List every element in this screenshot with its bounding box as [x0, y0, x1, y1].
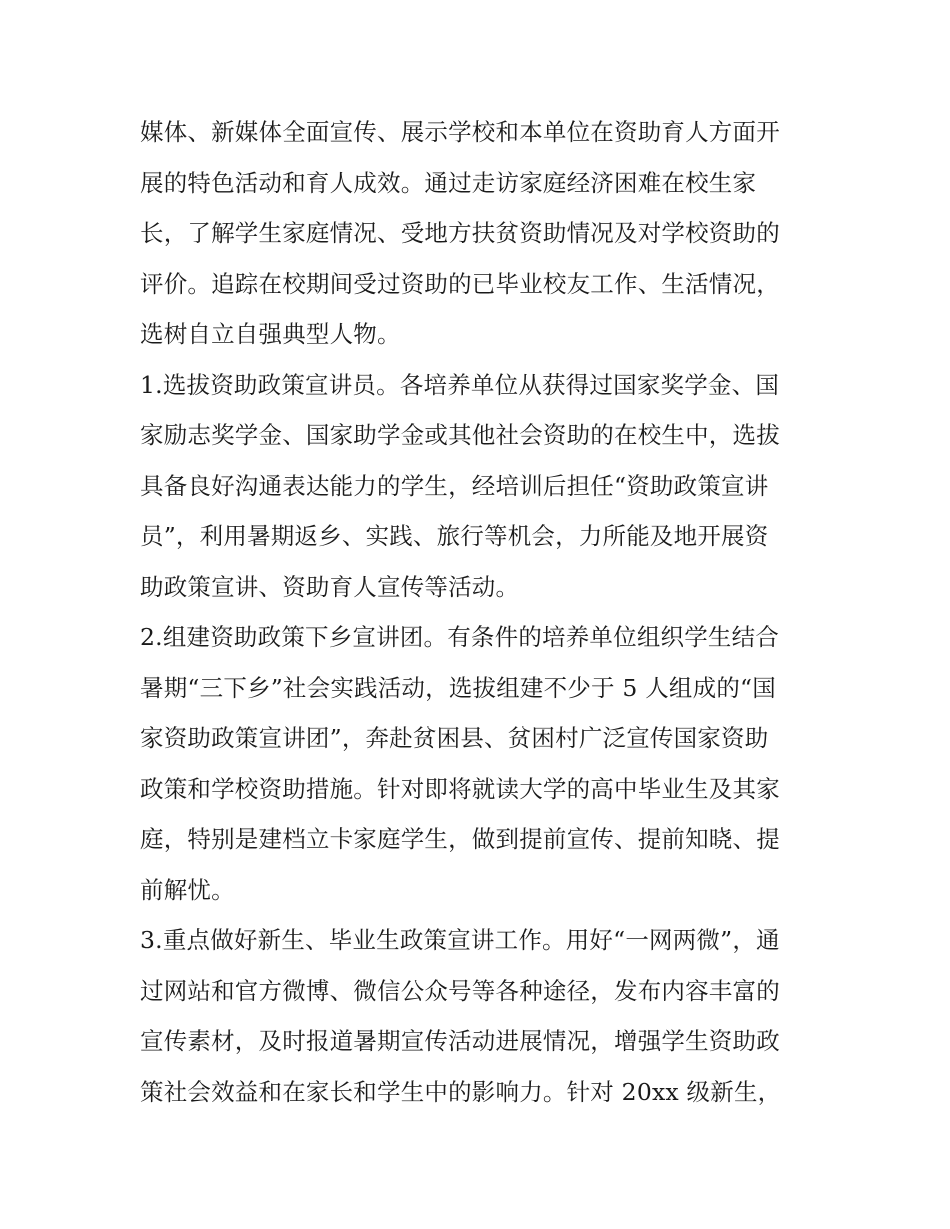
text-line: 前解忧。	[140, 875, 235, 904]
text-line: 策社会效益和在家长和学生中的影响力。针对 20xx 级新生，	[140, 1077, 782, 1106]
text-line: 政策和学校资助措施。针对即将就读大学的高中毕业生及其家	[140, 774, 780, 803]
text-line: 展的特色活动和育人成效。通过走访家庭经济困难在校生家	[140, 168, 757, 197]
text-line: 家励志奖学金、国家助学金或其他社会资助的在校生中，选拔	[140, 421, 780, 449]
text-line: 过网站和官方微博、微信公众号等各种途径，发布内容丰富的	[140, 976, 780, 1005]
document-page	[140, 107, 815, 1117]
text-line: 长，了解学生家庭情况、受地方扶贫资助情况及对学校资助的	[140, 219, 780, 247]
text-line: 具备良好沟通表达能力的学生，经培训后担任“资助政策宣讲	[140, 471, 769, 500]
text-line: 助政策宣讲、资助育人宣传等活动。	[140, 572, 520, 601]
text-line: 选树自立自强典型人物。	[140, 320, 401, 348]
text-line: 3.重点做好新生、毕业生政策宣讲工作。用好“一网两微”，通	[140, 926, 780, 954]
text-line: 暑期“三下乡”社会实践活动，选拔组建不少于 5 人组成的“国	[140, 673, 776, 702]
text-line: 媒体、新媒体全面宣传、展示学校和本单位在资助育人方面开	[140, 118, 780, 146]
text-line: 庭，特别是建档立卡家庭学生，做到提前宣传、提前知晓、提	[140, 825, 780, 853]
text-line: 员”，利用暑期返乡、实践、旅行等机会，力所能及地开展资	[140, 522, 769, 550]
text-line: 评价。追踪在校期间受过资助的已毕业校友工作、生活情况，	[140, 269, 780, 298]
text-line: 1.选拔资助政策宣讲员。各培养单位从获得过国家奖学金、国	[140, 370, 780, 399]
text-line: 家资助政策宣讲团”，奔赴贫困县、贫困村广泛宣传国家资助	[140, 724, 769, 752]
text-line: 2.组建资助政策下乡宣讲团。有条件的培养单位组织学生结合	[140, 623, 780, 651]
text-line: 宣传素材，及时报道暑期宣传活动进展情况，增强学生资助政	[140, 1027, 780, 1055]
